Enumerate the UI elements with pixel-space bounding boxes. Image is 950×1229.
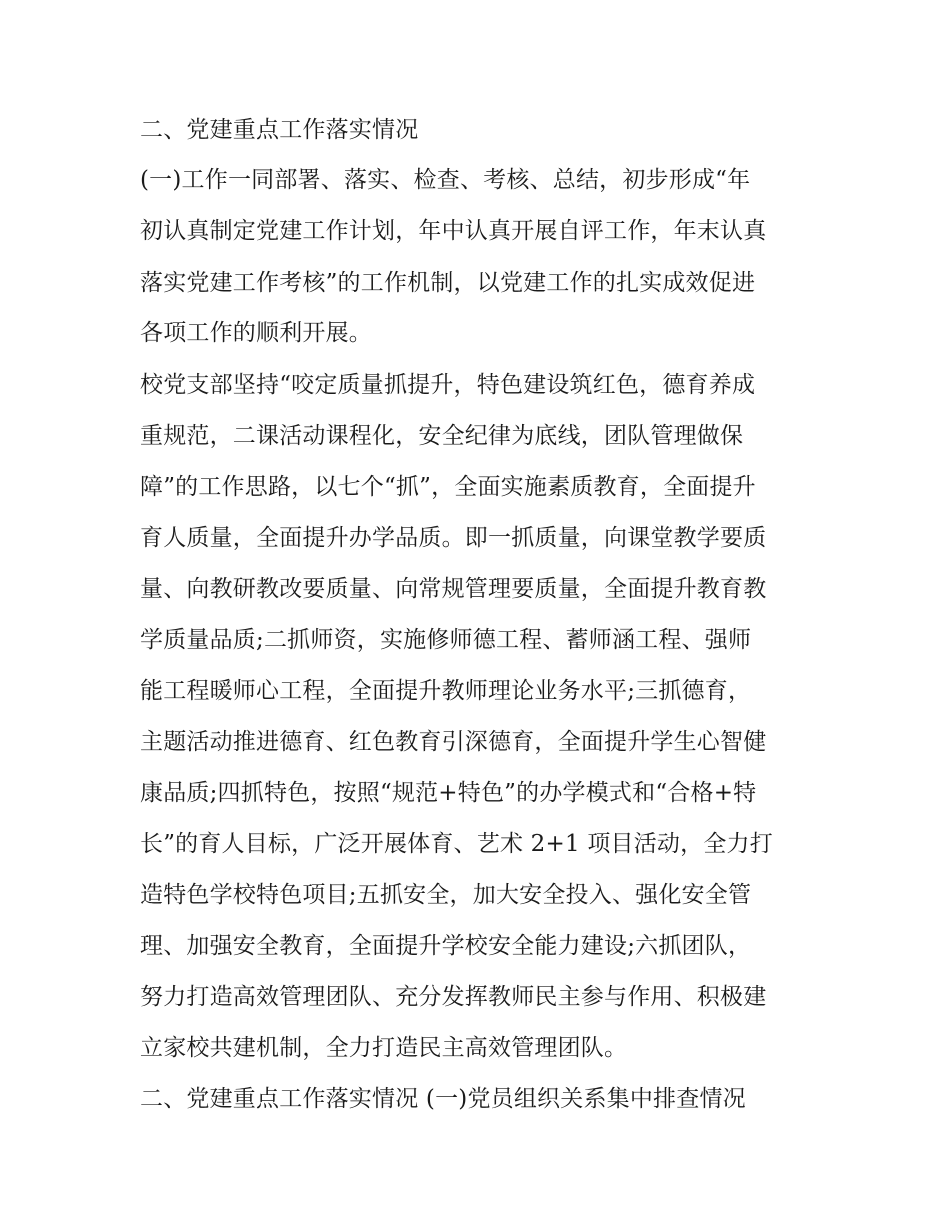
text-line: 努力打造高效管理团队、充分发挥教师民主参与作用、积极建 (140, 984, 767, 1010)
text-line: 校党支部坚持“咬定质量抓提升，特色建设筑红色，德育养成 (140, 372, 756, 398)
text-line: 理、加强安全教育，全面提升学校安全能力建设;六抓团队， (140, 933, 752, 959)
text-line: 落实党建工作考核”的工作机制，以党建工作的扎实成效促进 (140, 270, 756, 296)
text-line: (一)工作一同部署、落实、检查、考核、总结，初步形成“年 (140, 167, 751, 193)
text-line: 学质量品质;二抓师资，实施修师德工程、蓄师涵工程、强师 (140, 627, 752, 653)
text-line: 重规范，二课活动课程化，安全纪律为底线，团队管理做保 (140, 423, 744, 449)
text-line: 各项工作的顺利开展。 (140, 320, 372, 346)
text-line: 立家校共建机制，全力打造民主高效管理团队。 (140, 1035, 628, 1061)
text-line: 量、向教研教改要质量、向常规管理要质量，全面提升教育教 (140, 576, 767, 602)
text-line: 造特色学校特色项目;五抓安全，加大安全投入、强化安全管 (140, 882, 752, 908)
text-line: 能工程暖师心工程，全面提升教师理论业务水平;三抓德育， (140, 678, 752, 704)
section-heading: 二、党建重点工作落实情况 (一)党员组织关系集中排查情况 (140, 1086, 746, 1112)
text-line: 育人质量，全面提升办学品质。即一抓质量，向课堂教学要质 (140, 525, 767, 551)
section-heading: 二、党建重点工作落实情况 (140, 117, 419, 143)
text-line: 主题活动推进德育、红色教育引深德育，全面提升学生心智健 (140, 729, 767, 755)
text-line: 障”的工作思路，以七个“抓”，全面实施素质教育，全面提升 (140, 474, 756, 500)
text-line: 长”的育人目标，广泛开展体育、艺术 2+1 项目活动，全力打 (140, 831, 773, 857)
text-line: 初认真制定党建工作计划，年中认真开展自评工作，年末认真 (140, 218, 767, 244)
text-line: 康品质;四抓特色，按照“规范+特色”的办学模式和“合格+特 (140, 780, 757, 806)
